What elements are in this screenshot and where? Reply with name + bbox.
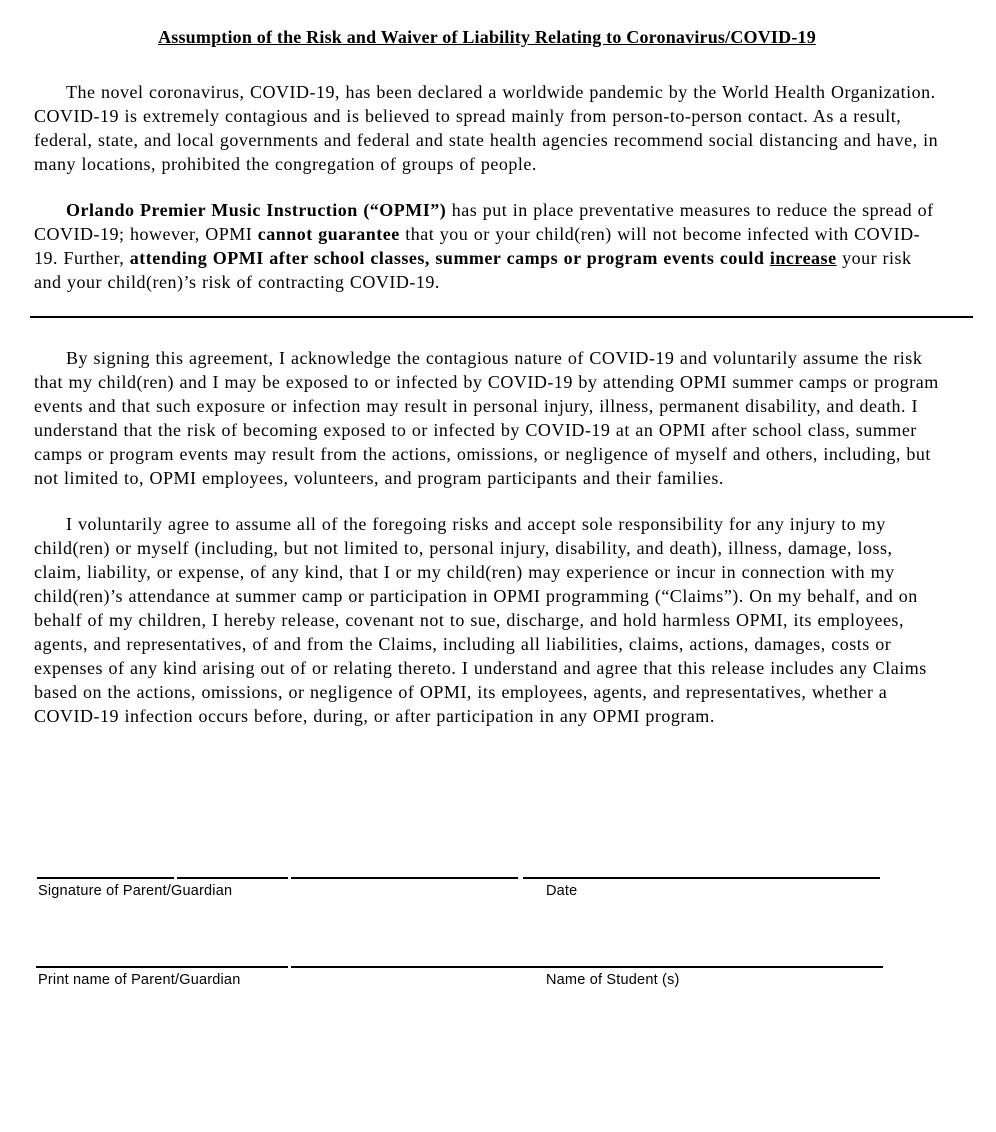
opmi-measures-paragraph: Orlando Premier Music Instruction (“OPMI”) has put in place preventative measures to reduce the spread of COVID-19; however, OPMI cannot guarantee that you or your child(ren) will not become infected with COVID-19. Further, attending OPMI after school classes, summer camps or program events could increase your risk and your child(ren)’s risk of contracting COVID-19. — [34, 200, 934, 292]
risk-acknowledgement-paragraph: By signing this agreement, I acknowledge the contagious nature of COVID-19 and voluntarily assume the risk that my child(ren) and I may be exposed to or infected by COVID-19 by attending OPMI summer camps or program events and that such exposure or infection may result in personal injury, illness, permanent disability, and death. I understand that the risk of becoming exposed to or infected by COVID-19 at an OPMI after school class, summer camps or program events may result from the actions, omissions, or negligence of myself and others, including, but not limited to, OPMI employees, volunteers, and program participants and their families. — [34, 348, 939, 488]
print-name-of-parent-guardian-label: Print name of Parent/Guardian — [38, 972, 241, 988]
signature-line[interactable] — [291, 877, 518, 879]
print-name-line[interactable] — [36, 966, 288, 968]
date-label: Date — [546, 883, 578, 899]
signature-line[interactable] — [37, 877, 174, 879]
name-of-students-label: Name of Student (s) — [546, 972, 680, 988]
document-title: Assumption of the Risk and Waiver of Liability Relating to Coronavirus/COVID-19 — [158, 27, 816, 47]
intro-paragraph: The novel coronavirus, COVID-19, has been declared a worldwide pandemic by the World Health Organization. COVID-19 is extremely contagious and is believed to spread mainly from person-to-person contact. As a result, federal, state, and local governments and federal and state health agencies recommend social distancing and have, in many locations, prohibited the congregation of groups of people. — [34, 82, 939, 174]
date-line[interactable] — [523, 877, 880, 879]
signature-line[interactable] — [177, 877, 288, 879]
signature-of-parent-guardian-label: Signature of Parent/Guardian — [38, 883, 233, 899]
student-name-line[interactable] — [291, 966, 883, 968]
release-of-claims-paragraph: I voluntarily agree to assume all of the foregoing risks and accept sole responsibility for any injury to my child(ren) or myself (including, but not limited to, personal injury, disability, and death), illness, damage, loss, claim, liability, or expense, of any kind, that I or my child(ren) may experience or incur in connection with my child(ren)’s attendance at summer camp or participation in OPMI programming (“Claims”). On my behalf, and on behalf of my children, I hereby release, covenant not to sue, discharge, and hold harmless OPMI, its employees, agents, and representatives, of and from the Claims, including all liabilities, claims, actions, damages, costs or expenses of any kind arising out of or relating thereto. I understand and agree that this release includes any Claims based on the actions, omissions, or negligence of OPMI, its employees, agents, and representatives, whether a COVID-19 infection occurs before, during, or after participation in any OPMI program. — [34, 514, 927, 726]
